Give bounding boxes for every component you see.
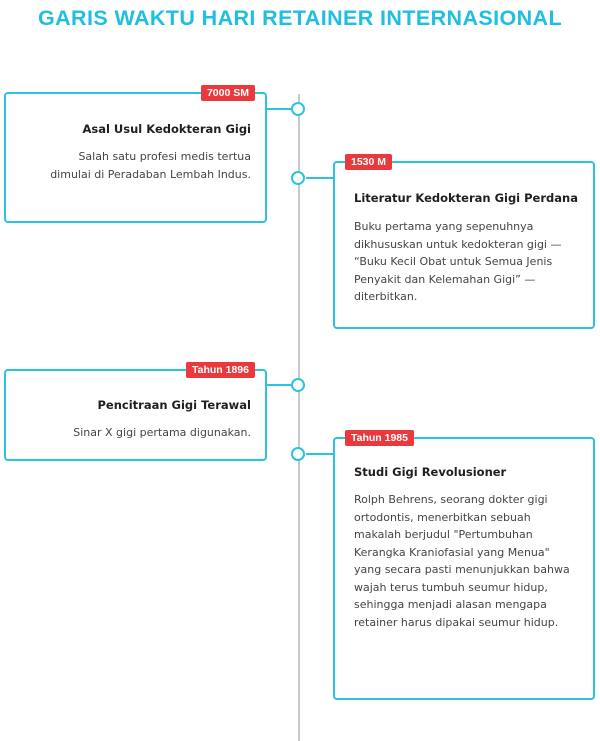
event-heading: Pencitraan Gigi Terawal	[97, 398, 251, 412]
timeline-card-7000-sm	[4, 87, 267, 223]
event-description: Salah satu profesi medis tertua dimulai di Peradaban Lembah Indus.	[50, 150, 251, 181]
timeline-axis	[298, 94, 300, 741]
date-badge: 7000 SM	[201, 85, 255, 101]
timeline-node	[291, 378, 305, 392]
timeline-node	[291, 171, 305, 185]
event-description: Buku pertama yang sepenuhnya dikhususkan untuk kedokteran gigi — “Buku Kecil Obat untuk Semua Jenis Penyakit dan Kelemahan Gigi” — diterbitkan.	[354, 220, 562, 303]
timeline-node	[291, 447, 305, 461]
timeline-connector	[265, 384, 291, 386]
event-description: Rolph Behrens, seorang dokter gigi ortodontis, menerbitkan sebuah makalah berjudul "Pertumbuhan Kerangka Kraniofasial yang Menua" yang secara pasti menunjukkan bahwa wajah terus tumbuh seumur hidup, sehingga menjadi alasan mengapa retainer harus dipakai seumur hidup.	[354, 493, 570, 629]
date-badge: Tahun 1985	[345, 430, 414, 446]
timeline-connector	[265, 108, 291, 110]
event-description: Sinar X gigi pertama digunakan.	[73, 426, 251, 439]
date-badge: 1530 M	[345, 154, 392, 170]
event-heading: Asal Usul Kedokteran Gigi	[82, 122, 251, 136]
event-heading: Literatur Kedokteran Gigi Perdana	[354, 191, 578, 205]
timeline-node	[291, 102, 305, 116]
timeline-card-1896	[4, 364, 267, 461]
timeline-connector	[306, 177, 335, 179]
page-title: GARIS WAKTU HARI RETAINER INTERNASIONAL	[37, 6, 563, 30]
timeline-card-1985	[333, 432, 595, 700]
event-heading: Studi Gigi Revolusioner	[354, 465, 507, 479]
timeline-connector	[306, 453, 335, 455]
date-badge: Tahun 1896	[186, 362, 255, 378]
timeline-card-1530-m	[333, 156, 595, 329]
